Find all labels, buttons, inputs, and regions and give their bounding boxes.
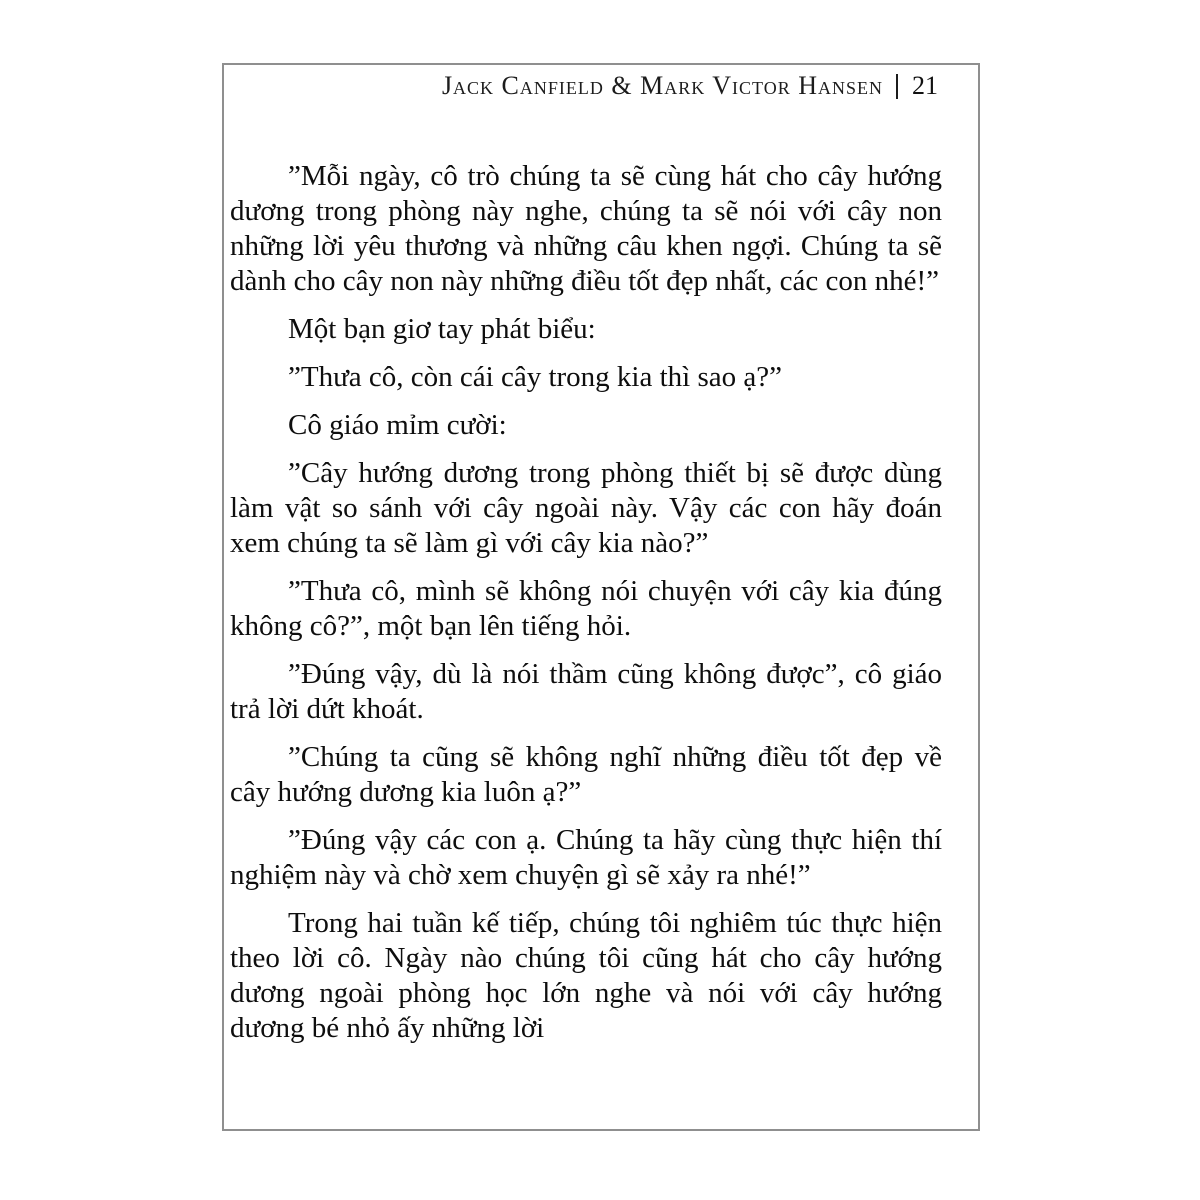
paragraph-1: ”Mỗi ngày, cô trò chúng ta sẽ cùng hát cho cây hướng dương trong phòng này nghe, chúng ta sẽ nói với cây non những lời yêu thương và những câu khen ngợi. Chúng ta sẽ dành cho cây non này những điều tốt đẹp nhất, các con nhé!” [230,160,942,297]
book-page [222,63,980,1131]
paragraph-7: ”Đúng vậy, dù là nói thầm cũng không được”, cô giáo trả lời dứt khoát. [230,658,942,725]
paragraph-6: ”Thưa cô, mình sẽ không nói chuyện với cây kia đúng không cô?”, một bạn lên tiếng hỏi. [230,575,942,642]
paragraph-2: Một bạn giơ tay phát biểu: [288,313,596,345]
paragraph-5: ”Cây hướng dương trong phòng thiết bị sẽ được dùng làm vật so sánh với cây ngoài này. Vậy các con hãy đoán xem chúng ta sẽ làm gì với cây kia nào?” [230,457,942,559]
paragraph-10: Trong hai tuần kế tiếp, chúng tôi nghiêm túc thực hiện theo lời cô. Ngày nào chúng tôi cũng hát cho cây hướng dương ngoài phòng học lớn nghe và nói với cây hướng dương bé nhỏ ấy những lời [230,907,942,1044]
paragraph-3: ”Thưa cô, còn cái cây trong kia thì sao ạ?” [288,361,782,393]
header-authors: Jack Canfield & Mark Victor Hansen [441,71,883,100]
paragraph-4: Cô giáo mỉm cười: [288,409,507,441]
running-header [224,71,938,101]
header-separator-bar [896,74,898,99]
paragraph-8: ”Chúng ta cũng sẽ không nghĩ những điều tốt đẹp về cây hướng dương kia luôn ạ?” [230,741,942,808]
paragraph-9: ”Đúng vậy các con ạ. Chúng ta hãy cùng thực hiện thí nghiệm này và chờ xem chuyện gì sẽ xảy ra nhé!” [230,824,942,891]
page-body [230,159,942,1059]
header-page-number: 21 [912,71,938,100]
